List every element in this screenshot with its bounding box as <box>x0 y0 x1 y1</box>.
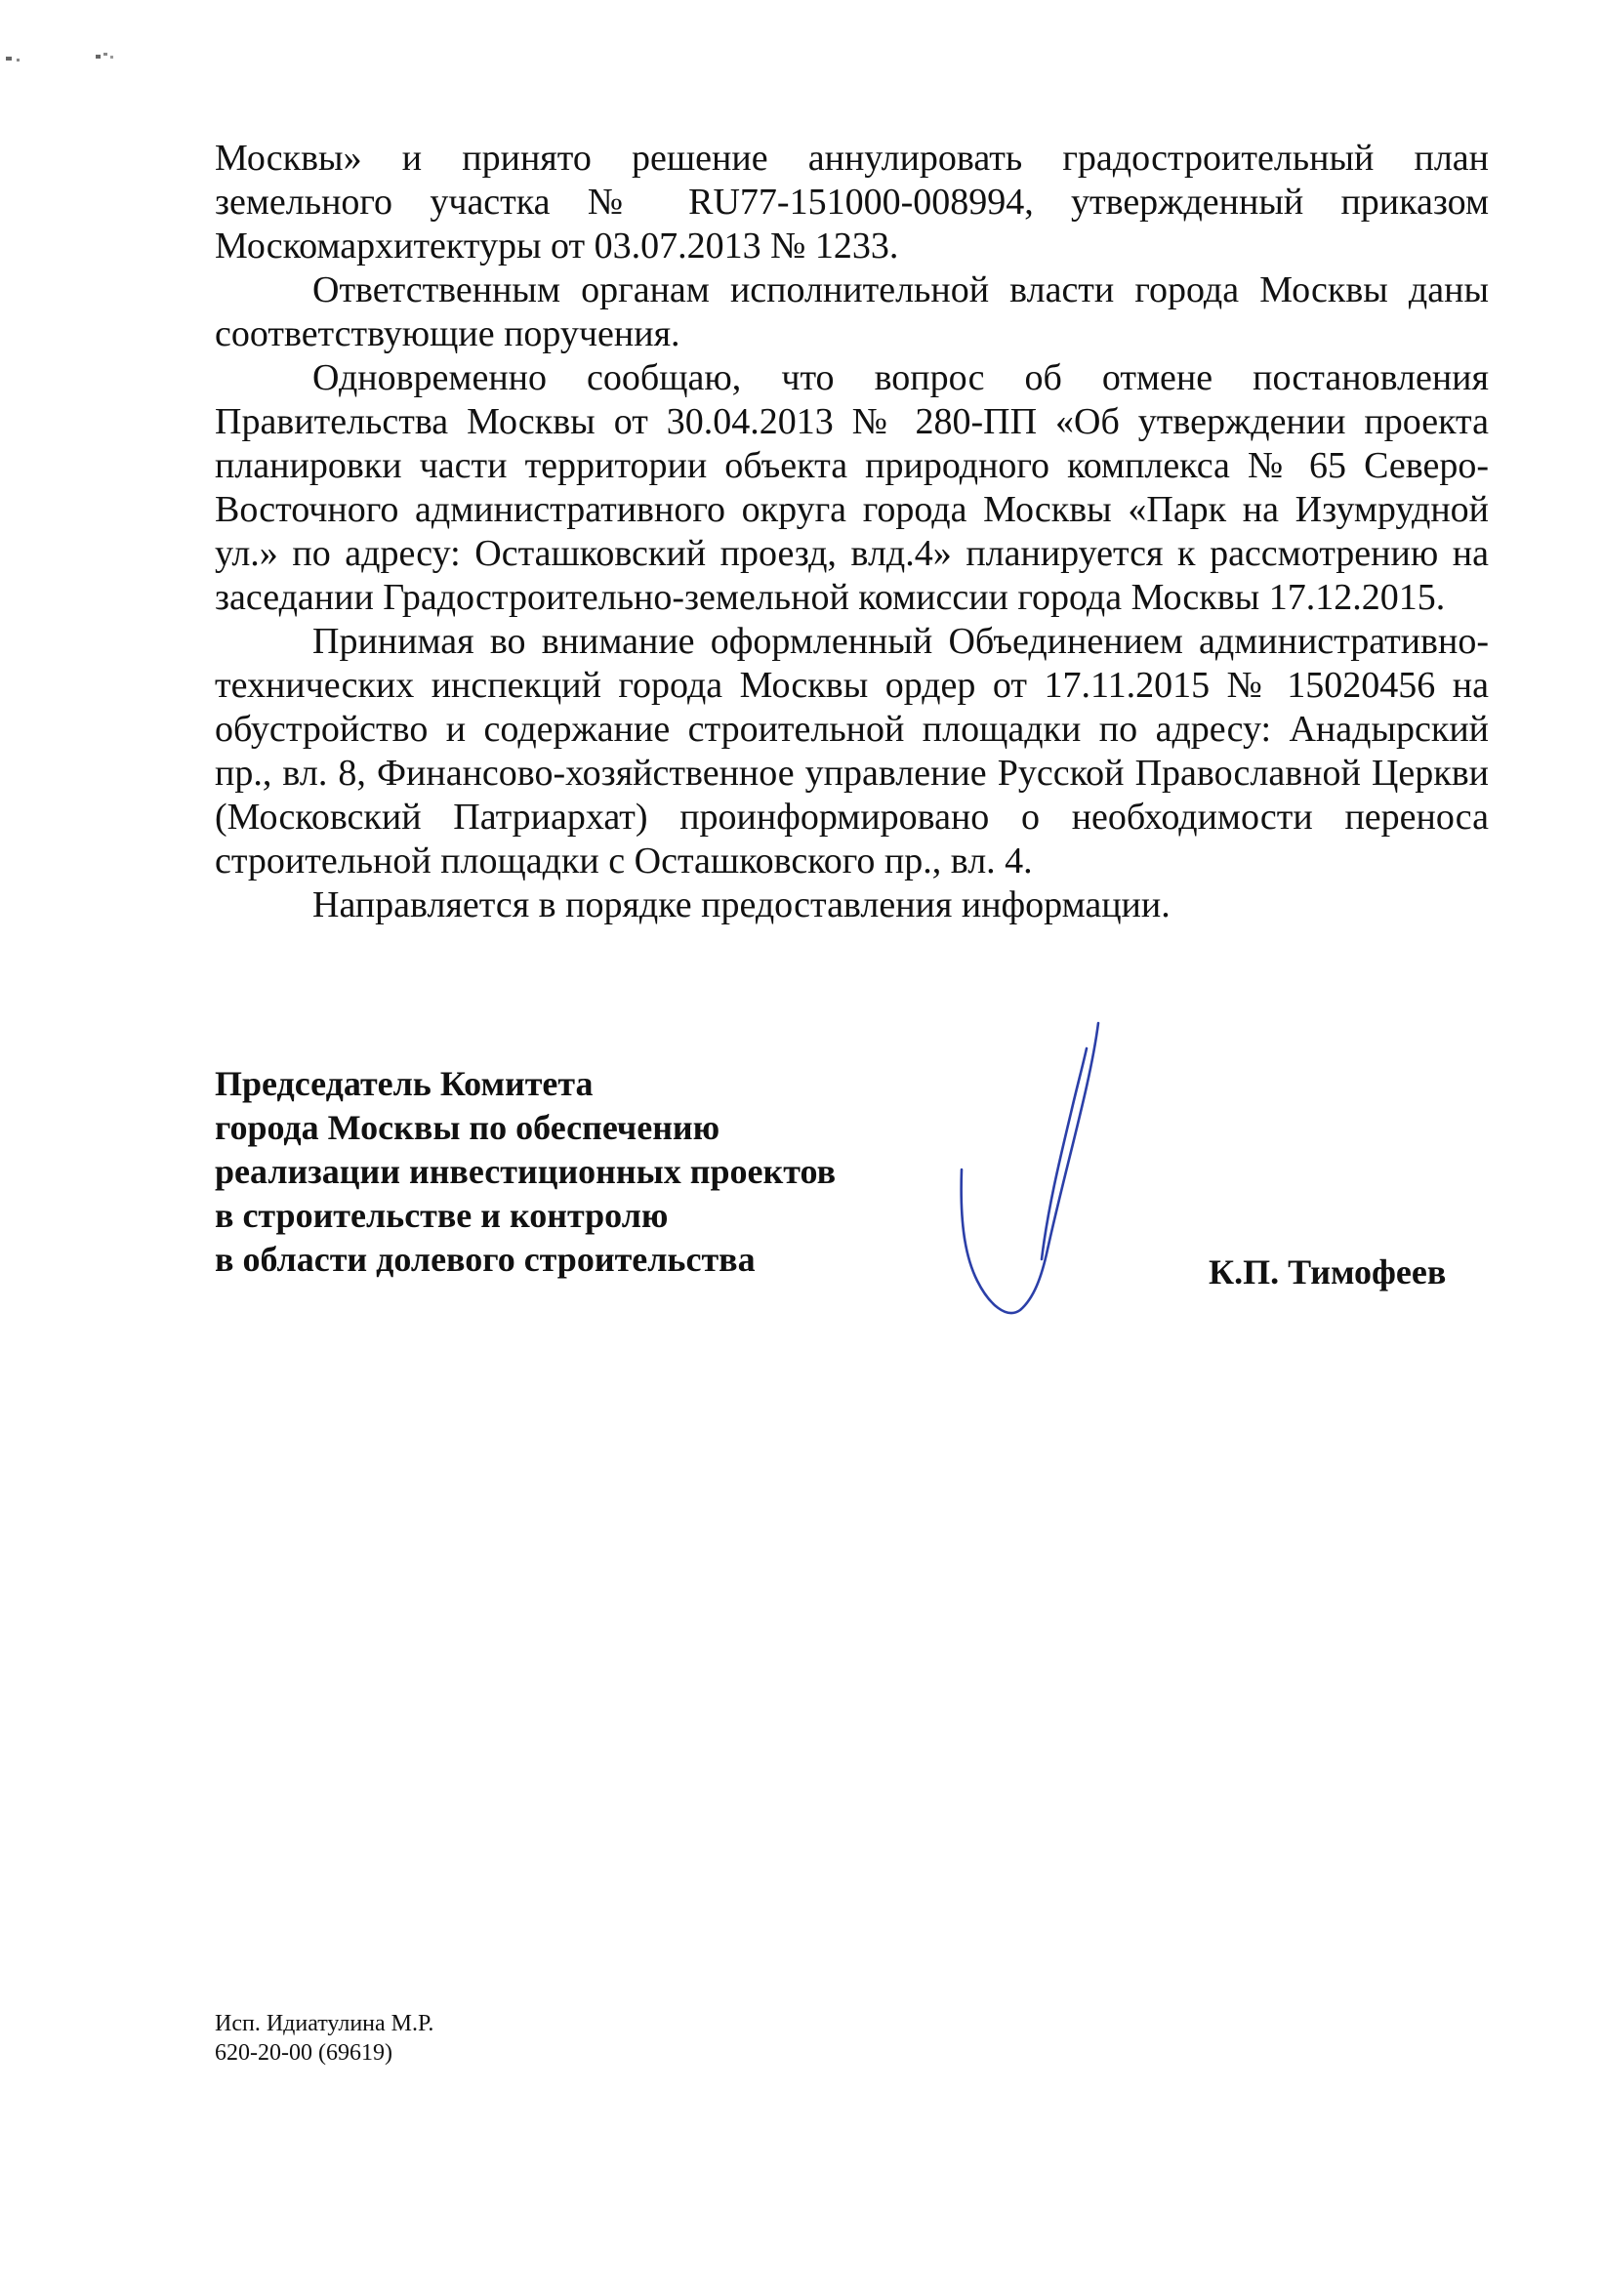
handwritten-signature <box>952 1015 1118 1318</box>
signer-name: К.П. Тимофеев <box>1209 1252 1447 1292</box>
body-paragraph: Принимая во внимание оформленный Объединением административно-технических инспекций города Москвы ордер от 17.11.2015 № 15020456 на обустройство и содержание строительной площадки по адресу: Анадырский пр., вл. 8, Финансово-хозяйственное управление Русской Православной Церкви (Московский Патриархат) проинформировано о необходимости переноса строительной площадки с Осташковского пр., вл. 4. <box>215 621 1489 882</box>
scan-artifact-marks <box>0 39 137 78</box>
executor-name: Исп. Идиатулина М.Р. <box>215 2011 434 2036</box>
executor-info <box>215 2009 433 2068</box>
body-paragraph: Ответственным органам исполнительной власти города Москвы даны соответствующие поручения. <box>215 269 1489 354</box>
letter-body <box>215 137 1489 927</box>
signatory-title-line: в области долевого строительства <box>215 1240 756 1279</box>
signatory-title-line: Председатель Комитета <box>215 1064 594 1103</box>
body-paragraph: Одновременно сообщаю, что вопрос об отмене постановления Правительства Москвы от 30.04.2013 № 280-ПП «Об утверждении проекта планировки части территории объекта природного комплекса № 65 Северо-Восточного административного округа города Москвы «Парк на Изумрудной ул.» по адресу: Осташковский проезд, влд.4» планируется к рассмотрению на заседании Градостроительно-земельной комиссии города Москвы 17.12.2015. <box>215 357 1489 618</box>
executor-phone: 620-20-00 (69619) <box>215 2040 392 2066</box>
signatory-title-line: в строительстве и контролю <box>215 1196 669 1235</box>
body-paragraph: Направляется в порядке предоставления информации. <box>312 884 1171 925</box>
signatory-title-line: реализации инвестиционных проектов <box>215 1152 837 1191</box>
signatory-title <box>215 1062 836 1282</box>
body-paragraph: Москвы» и принято решение аннулировать градостроительный план земельного участка № RU77-151000-008994, утвержденный приказом Москомархитектуры от 03.07.2013 № 1233. <box>215 138 1489 266</box>
signatory-title-line: города Москвы по обеспечению <box>215 1108 720 1147</box>
